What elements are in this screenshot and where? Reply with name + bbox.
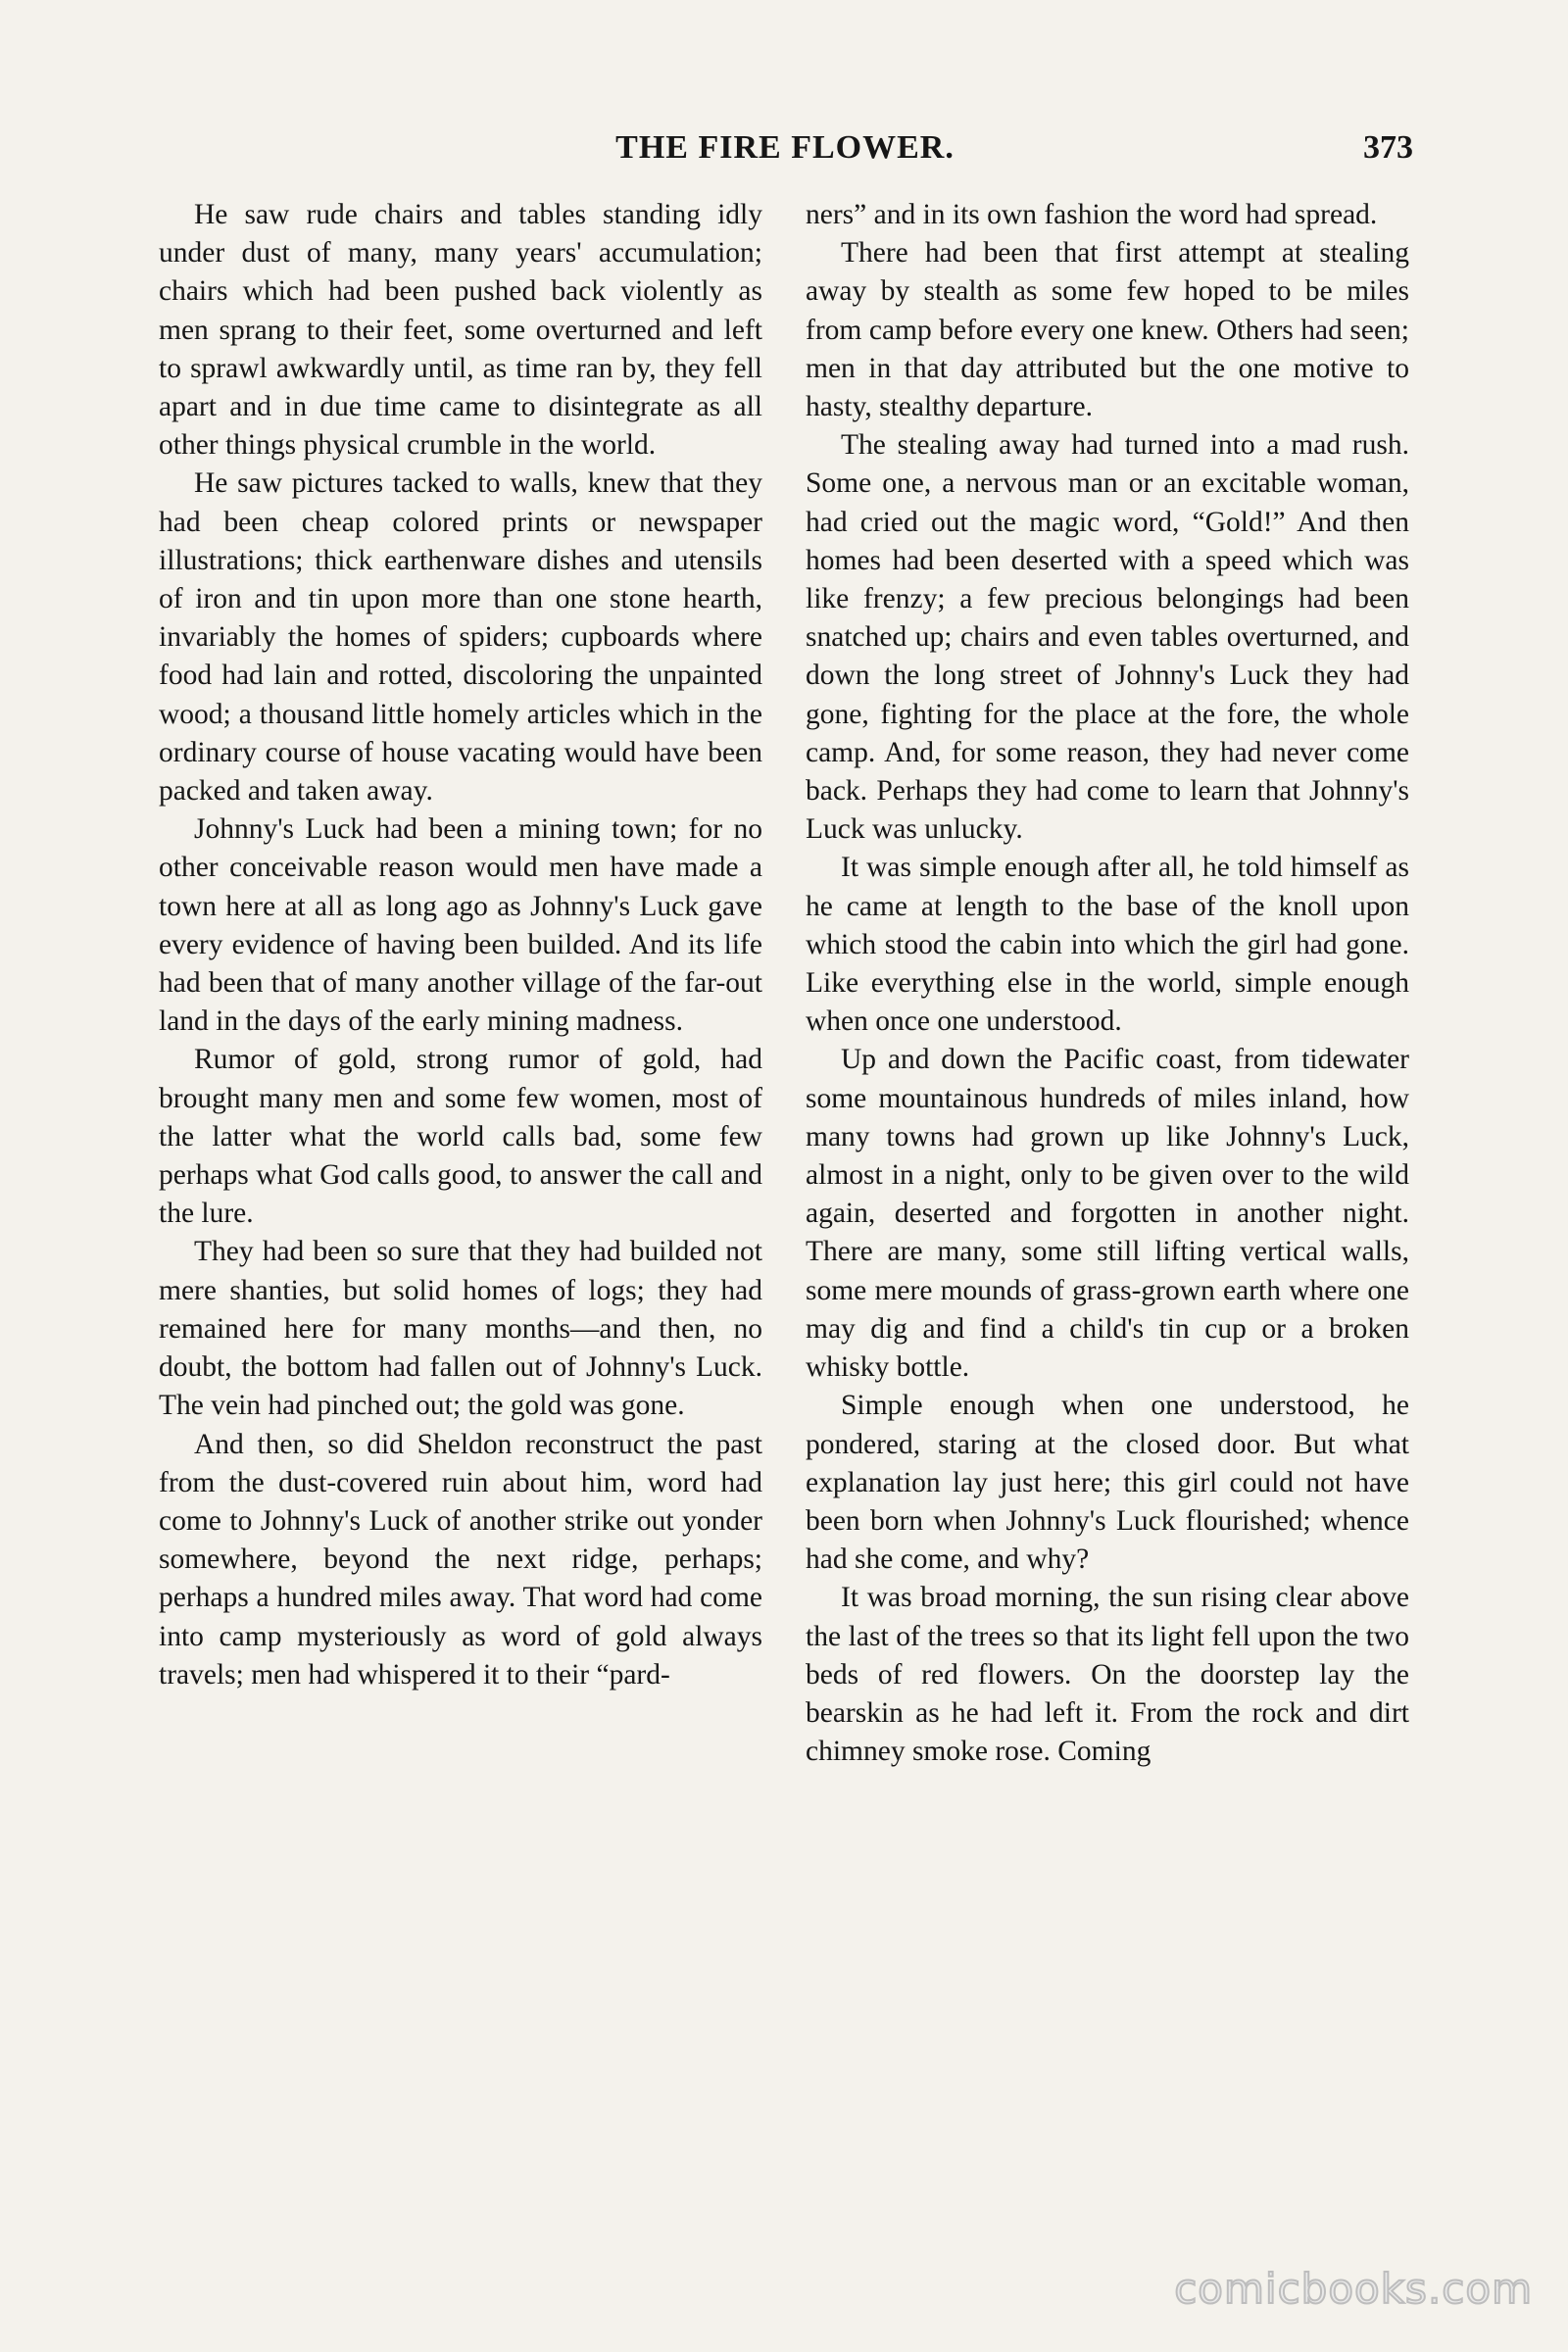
- chapter-title: THE FIRE FLOWER.: [615, 129, 955, 166]
- paragraph: It was simple enough after all, he told himself as he came at length to the base of the knoll upon which stood the cabin into which the girl had gone. Like everything else in the world, simple enough when once one understood.: [806, 852, 1409, 1038]
- paragraph: It was broad morning, the sun rising clear above the last of the trees so that its light fell upon the two beds of red flowers. On the doorstep lay the bearskin as he had left it. From the rock and dirt chimney smoke rose. Coming: [806, 1582, 1409, 1768]
- paragraph: Up and down the Pacific coast, from tidewater some mountainous hundreds of miles inland, how many towns had grown up like Johnny's Luck, almost in a night, only to be given over to the wild again, deserted and forgotten in another night. There are many, some still lifting vertical walls, some mere mounds of grass-grown earth where one may dig and find a child's tin cup or a broken whisky bottle.: [806, 1044, 1409, 1384]
- right-column: [806, 196, 1409, 1771]
- paragraph: Rumor of gold, strong rumor of gold, had brought many men and some few women, most of the latter what the world calls bad, some few perhaps what God calls good, to answer the call and the lure.: [159, 1044, 762, 1230]
- left-column: [159, 196, 762, 1694]
- paragraph: And then, so did Sheldon reconstruct the past from the dust-covered ruin about him, word had come to Johnny's Luck of another strike out yonder somewhere, beyond the next ridge, perhaps; perhaps a hundred miles away. That word had come into camp mysteriously as word of gold always travels; men had whispered it to their “pard-: [159, 1428, 762, 1690]
- running-head: [157, 125, 1413, 171]
- paragraph-continuation: ners” and in its own fashion the word had spread.: [806, 199, 1378, 230]
- page-number: 373: [1363, 129, 1413, 166]
- paragraph: He saw pictures tacked to walls, knew that they had been cheap colored prints or newspaper illustrations; thick earthenware dishes and utensils of iron and tin upon more than one stone hearth, invariably the homes of spiders; cupboards where food had lain and rotted, discoloring the unpainted wood; a thousand little homely articles which in the ordinary course of house vacating would have been packed and taken away.: [159, 467, 762, 808]
- paragraph: Simple enough when one understood, he pondered, staring at the closed door. But what explanation lay just here; this girl could not have been born when Johnny's Luck flourished; whence had she come, and why?: [806, 1390, 1409, 1576]
- paragraph: He saw rude chairs and tables standing idly under dust of many, many years' accumulation; chairs which had been pushed back violently as men sprang to their feet, some overturned and left to sprawl awkwardly until, as time ran by, they fell apart and in due time came to disintegrate as all other things physical crumble in the world.: [159, 199, 762, 462]
- paragraph: The stealing away had turned into a mad rush. Some one, a nervous man or an excitable woman, had cried out the magic word, “Gold!” And then homes had been deserted with a speed which was like frenzy; a few precious belongings had been snatched up; chairs and even tables overturned, and down the long street of Johnny's Luck they had gone, fighting for the place at the fore, the whole camp. And, for some reason, they had never come back. Perhaps they had come to learn that Johnny's Luck was unlucky.: [806, 429, 1409, 846]
- paragraph: Johnny's Luck had been a mining town; for no other conceivable reason would men have made a town here at all as long ago as Johnny's Luck gave every evidence of having been builded. And its life had been that of many another village of the far-out land in the days of the early mining madness.: [159, 813, 762, 1038]
- paragraph: There had been that first attempt at stealing away by stealth as some few hoped to be miles from camp before every one knew. Others had seen; men in that day attributed but the one motive to hasty, stealthy departure.: [806, 237, 1409, 423]
- watermark-text: comicbooks.com: [1174, 2265, 1533, 2313]
- paragraph: They had been so sure that they had builded not mere shanties, but solid homes of logs; they had remained here for many months—and then, no doubt, the bottom had fallen out of Johnny's Luck. The vein had pinched out; the gold was gone.: [159, 1236, 762, 1422]
